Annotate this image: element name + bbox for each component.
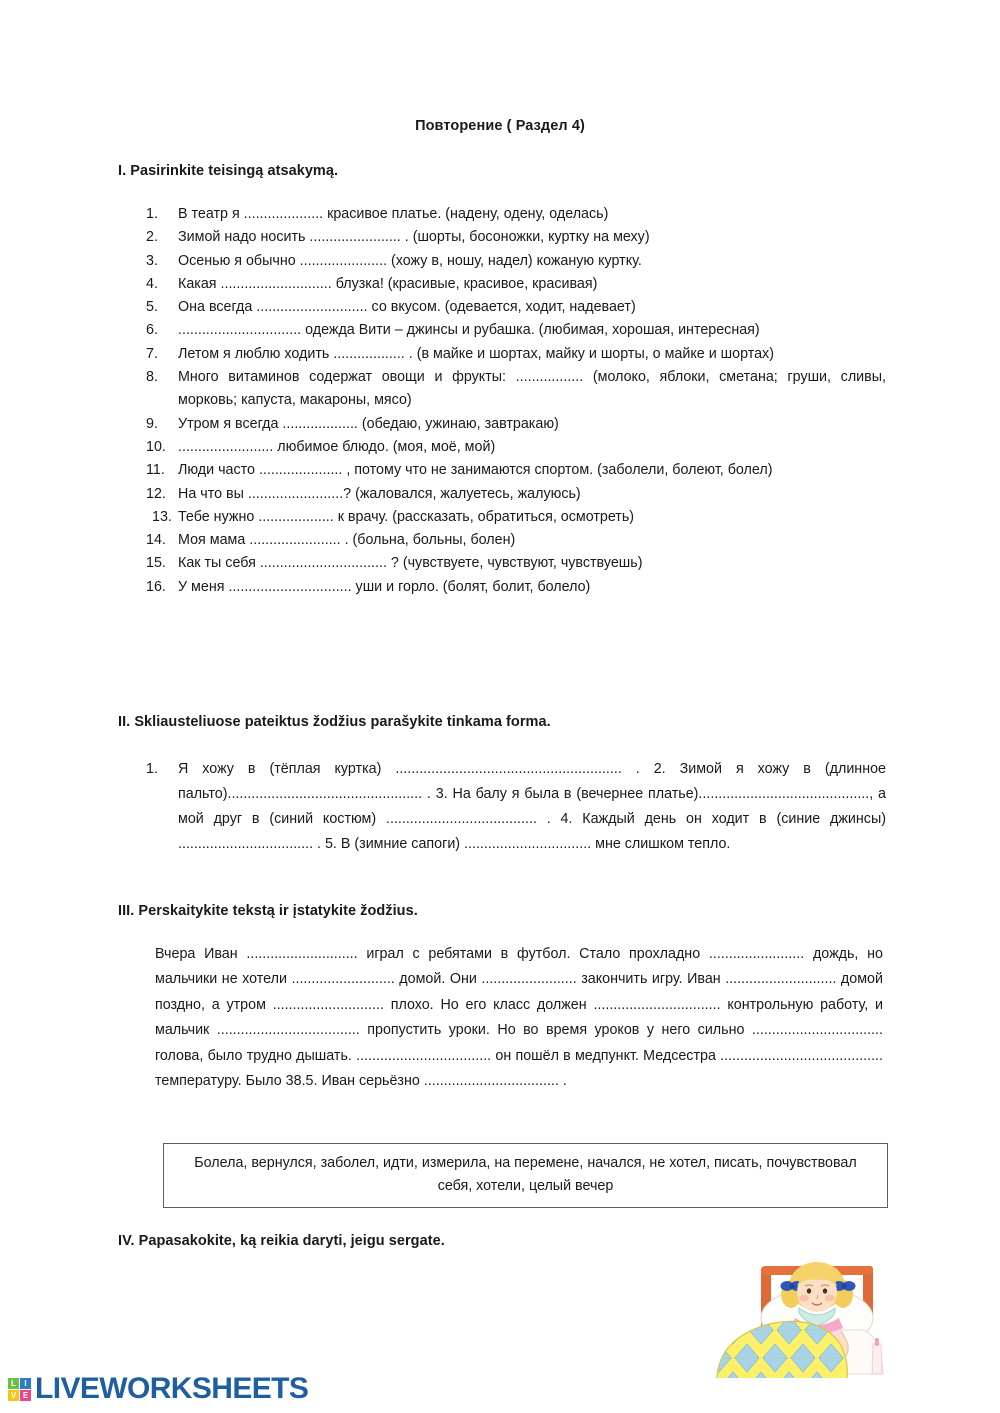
list-item <box>146 343 886 366</box>
list-item-text[interactable]: У меня ............................... уши и горло. (болят, болит, болело) <box>178 578 591 595</box>
list-item-text[interactable]: Как ты себя ................................ ? (чувствуете, чувствуют, чувствуешь) <box>178 555 643 572</box>
list-item <box>146 576 886 599</box>
list-item <box>146 273 886 296</box>
logo-wordmark: LIVEWORKSHEETS <box>35 1372 309 1405</box>
list-item-number: 2. <box>146 229 158 246</box>
list-item-number: 6. <box>146 322 158 339</box>
list-item-number: 16. <box>146 578 166 595</box>
list-item-text[interactable]: Много витаминов содержат овощи и фрукты: ................. (молоко, яблоки, сметана; груши, сливы, морковь; капуста, макароны, мясо) <box>178 369 886 409</box>
list-item-text[interactable]: Тебе нужно ................... к врачу. (рассказать, обратиться, осмотреть) <box>178 508 635 525</box>
list-item <box>146 506 886 529</box>
word-bank-box: Болела, вернулся, заболел, идти, измерила, на перемене, начался, не хотел, писать, почувствовал себя, хотели, целый вечер <box>163 1143 888 1208</box>
sick-girl-in-bed-illustration <box>713 1256 895 1378</box>
section-heading-4: IV. Papasakokite, ką reikia daryti, jeigu sergate. <box>118 1233 445 1249</box>
list-item-number: 14. <box>146 532 166 549</box>
list-item-text[interactable]: Утром я всегда ................... (обедаю, ужинаю, завтракаю) <box>178 415 559 432</box>
logo-tiles-icon <box>8 1378 31 1401</box>
list-item-number: 7. <box>146 345 158 362</box>
list-item-number: 1. <box>146 206 158 222</box>
list-item-number: 13. <box>152 508 172 525</box>
list-item-text[interactable]: В театр я .................... красивое платье. (надену, одену, оделась) <box>178 206 609 222</box>
list-item-text[interactable]: Она всегда ............................ со вкусом. (одевается, ходит, надевает) <box>178 299 636 316</box>
list-item-number: 8. <box>146 369 158 386</box>
logo-tile-e: E <box>20 1390 31 1401</box>
list-item-text[interactable]: Моя мама ....................... . (больна, больны, болен) <box>178 532 516 549</box>
list-item <box>146 436 886 459</box>
list-item-text[interactable]: Люди часто ..................... , потому что не занимаются спортом. (заболели, болеют, болел) <box>178 462 773 479</box>
list-item-number: 12. <box>146 485 166 502</box>
list-item-text[interactable]: ........................ любимое блюдо. (моя, моё, мой) <box>178 438 496 455</box>
list-item-number: 5. <box>146 299 158 316</box>
list-item-number: 9. <box>146 415 158 432</box>
list-item <box>146 296 886 319</box>
logo-tile-i: I <box>20 1378 31 1389</box>
list-item <box>146 529 886 552</box>
list-item <box>146 366 886 413</box>
list-item-text[interactable]: Летом я люблю ходить .................. . (в майке и шортах, майку и шорты, о майке и шортах) <box>178 345 774 362</box>
list-item <box>146 483 886 506</box>
list-item-number: 11. <box>146 462 165 479</box>
section-3-passage[interactable]: Вчера Иван ............................ играл с ребятами в футбол. Стало прохладно ........................ дождь, но мальчики не хотели .......................... домой. Они ........................ закончить игру. Иван ............................ домой поздно, а утром ............................ плохо. Но его класс должен ................................ контрольную работу, и мальчик .................................... пропустить уроки. Но во время уроков у него сильно ................................. голова, было трудно дышать. .................................. он пошёл в медпункт. Медсестра ......................................... температуру. Было 38.5. Иван серьёзно .................................. . <box>155 946 883 1090</box>
list-item-number: 15. <box>146 555 166 572</box>
section-heading-2: II. Skliausteliuose pateiktus žodžius parašykite tinkama forma. <box>118 714 551 730</box>
liveworksheets-logo[interactable] <box>8 1372 308 1406</box>
list-item <box>146 413 886 436</box>
list-item-number: 4. <box>146 275 158 292</box>
list-item <box>146 319 886 342</box>
list-item-text[interactable]: ............................... одежда Вити – джинсы и рубашка. (любимая, хорошая, интересная) <box>178 322 760 339</box>
list-item <box>146 226 886 249</box>
section-heading-1: I. Pasirinkite teisingą atsakymą. <box>118 163 339 179</box>
list-item-text[interactable]: Осенью я обычно ...................... (хожу в, ношу, надел) кожаную куртку. <box>178 252 642 269</box>
list-item <box>146 459 886 482</box>
list-item-number: 1. <box>146 761 158 777</box>
section-heading-3: III. Perskaitykite tekstą ir įstatykite žodžius. <box>118 903 418 919</box>
list-item <box>146 203 886 226</box>
question-list-section-1 <box>146 203 886 599</box>
list-item-text[interactable]: Какая ............................ блузка! (красивые, красивое, красивая) <box>178 275 598 292</box>
list-item <box>146 250 886 273</box>
list-item-text[interactable]: Зимой надо носить ....................... . (шорты, босоножки, куртку на меху) <box>178 229 650 246</box>
list-item <box>146 552 886 575</box>
logo-tile-l: L <box>8 1378 19 1389</box>
list-item-text[interactable]: На что вы ........................? (жаловался, жалуетесь, жалуюсь) <box>178 485 581 502</box>
section-2-exercise-text[interactable]: Я хожу в (тёплая куртка) ......................................................... . 2. Зимой я хожу в (длинное пальто)................................................. . 3. На балу я была в (вечернее платье)..........................................., а мой друг в (синий костюм) ...................................... . 4. Каждый день он ходит в (синие джинсы) .................................. . 5. В (зимние сапоги) ................................ мне слишком тепло. <box>178 761 886 853</box>
list-item-number: 10. <box>146 438 166 455</box>
page-title: Повторение ( Раздел 4) <box>415 118 585 134</box>
logo-tile-v: V <box>8 1390 19 1401</box>
list-item-number: 3. <box>146 252 158 269</box>
section-2-body <box>146 757 886 857</box>
